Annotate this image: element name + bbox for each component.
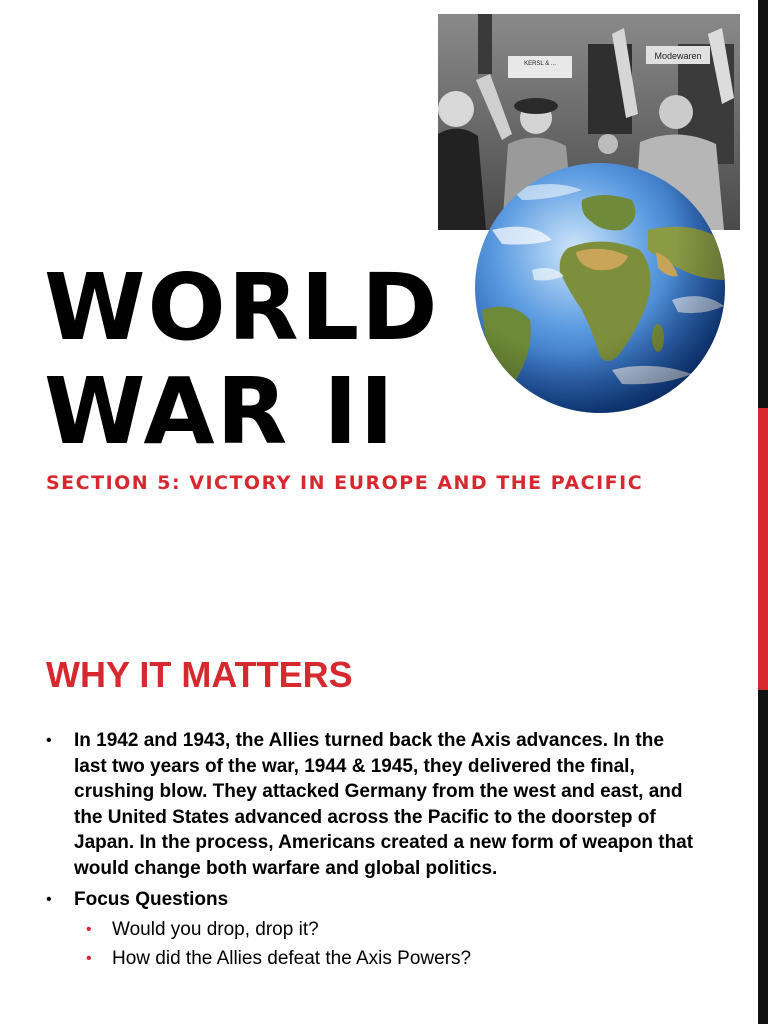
title-line-2: WAR II (44, 358, 396, 465)
section-heading: WHY IT MATTERS (46, 654, 353, 695)
list-item (74, 917, 696, 943)
section-subtitle: SECTION 5: VICTORY IN EUROPE AND THE PACIFIC (46, 472, 644, 494)
bullet-marker: • (46, 732, 52, 749)
edge-bar-bottom (758, 690, 768, 1024)
bullet-list (46, 728, 696, 978)
sub-bullet-marker: • (86, 950, 92, 967)
photo-sign-left: KERSL & ... (524, 61, 556, 67)
sub-bullet-list (74, 917, 696, 972)
photo-sign-right: Modewaren (654, 51, 702, 61)
sub-bullet-marker: • (86, 920, 92, 938)
earth-globe (472, 160, 728, 416)
edge-bar-accent (758, 408, 768, 690)
sub-bullet-text: Would you drop, drop it? (112, 918, 319, 940)
list-item (46, 887, 696, 972)
bullet-text: In 1942 and 1943, the Allies turned back the Axis advances. In the last two years of the war, 1944 & 1945, they delivered the final, crushing blow. They attacked Germany from the west and east, and the United States advanced across the Pacific to the doorstep of Japan. In the process, Americans created a new form of weapon that would change both warfare and global politics. (74, 730, 694, 879)
page-title (44, 256, 440, 464)
bullet-text: Focus Questions (74, 889, 229, 910)
list-item (74, 946, 696, 972)
edge-bar-top (758, 0, 768, 408)
title-line-1: WORLD (44, 254, 440, 361)
earth-globe-icon (472, 160, 728, 416)
sub-bullet-text: How did the Allies defeat the Axis Powers? (112, 948, 472, 969)
bullet-marker: • (46, 891, 52, 908)
list-item (46, 728, 696, 881)
